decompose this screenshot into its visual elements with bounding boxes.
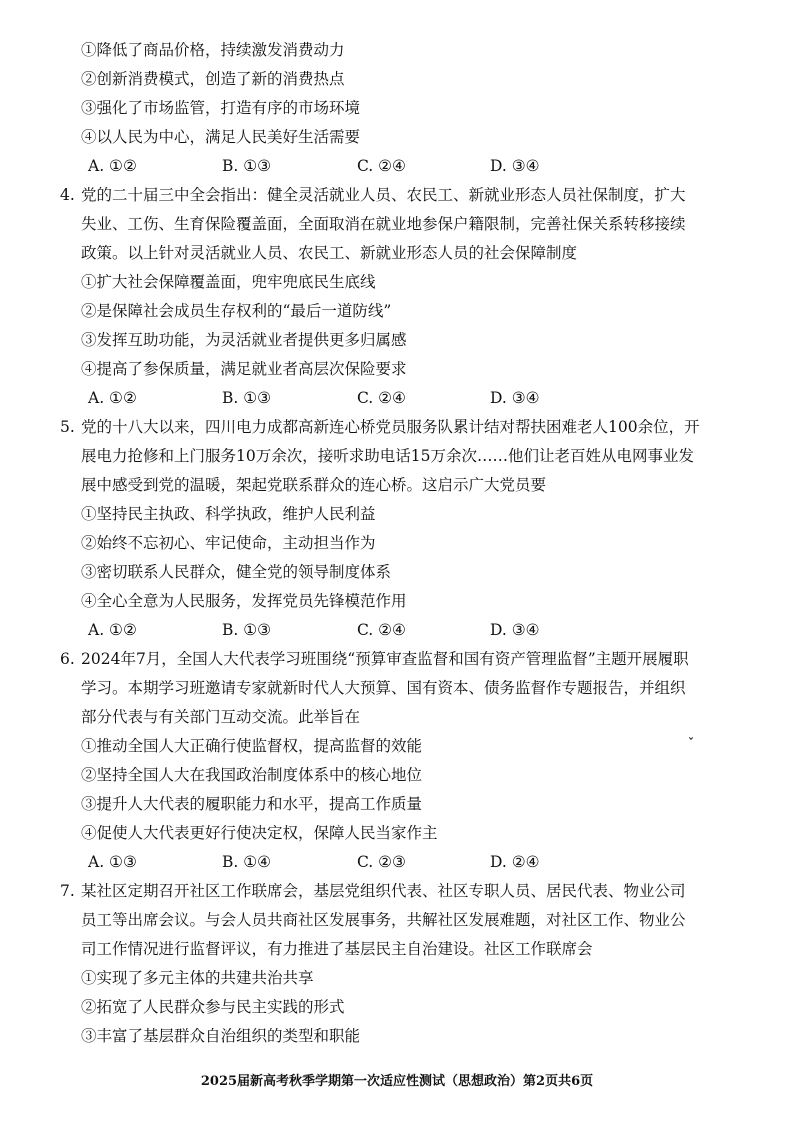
statement: ②是保障社会成员生存权利的“最后一道防线” [81, 302, 392, 320]
statement: ①坚持民主执政、科学执政，维护人民利益 [81, 505, 376, 523]
question-number: 6. [60, 650, 75, 668]
stray-pen-mark: ˇ [688, 736, 694, 750]
option-a: A. ①② [88, 621, 137, 639]
question-stem-line: 员工等出席会议。与会人员共商社区发展事务，共解社区发展难题，对社区工作、物业公 [81, 911, 686, 929]
option-b: B. ①③ [222, 389, 272, 407]
option-c: C. ②④ [357, 621, 406, 639]
statement: ①实现了多元主体的共建共治共享 [81, 969, 314, 987]
statement: ③发挥互助功能，为灵活就业者提供更多归属感 [81, 331, 407, 349]
question-stem-line: 展中感受到党的温暖，架起党联系群众的连心桥。这启示广大党员要 [81, 476, 547, 494]
question-stem-line: 党的二十届三中全会指出：健全灵活就业人员、农民工、新就业形态人员社保制度，扩大 [81, 186, 686, 204]
option-b: B. ①④ [222, 853, 272, 871]
statement: ④促使人大代表更好行使决定权，保障人民当家作主 [81, 824, 438, 842]
question-stem-line: 司工作情况进行监督评议，有力推进了基层民主自治建设。社区工作联席会 [81, 940, 593, 958]
option-b: B. ①③ [222, 621, 272, 639]
question-stem-line: 政策。以上针对灵活就业人员、农民工、新就业形态人员的社会保障制度 [81, 244, 578, 262]
option-d: D. ③④ [490, 621, 540, 639]
question-stem-line: 失业、工伤、生育保险覆盖面，全面取消在就业地参保户籍限制，完善社保关系转移接续 [81, 215, 686, 233]
page-footer: 2025届新高考秋季学期第一次适应性测试（思想政治）第2页共6页 [200, 1074, 594, 1089]
statement: ②拓宽了人民群众参与民主实践的形式 [81, 998, 345, 1016]
question-number: 4. [60, 186, 75, 204]
option-d: D. ③④ [490, 157, 540, 175]
option-a: A. ①③ [88, 853, 137, 871]
statement: ①降低了商品价格，持续激发消费动力 [81, 41, 345, 59]
statement: ④以人民为中心，满足人民美好生活需要 [81, 128, 361, 146]
question-stem-line: 展电力抢修和上门服务10万余次，接听求助电话15万余次……他们让老百姓从电网事业发 [81, 447, 694, 465]
question-number: 7. [60, 882, 75, 900]
question-stem-line: 部分代表与有关部门互动交流。此举旨在 [81, 708, 361, 726]
question-stem-line: 党的十八大以来，四川电力成都高新连心桥党员服务队累计结对帮扶困难老人100余位，开 [81, 418, 700, 436]
statement: ③强化了市场监管，打造有序的市场环境 [81, 99, 361, 117]
statement: ③密切联系人民群众，健全党的领导制度体系 [81, 563, 392, 581]
statement: ③丰富了基层群众自治组织的类型和职能 [81, 1027, 361, 1045]
question-number: 5. [60, 418, 75, 436]
statement: ①推动全国人大正确行使监督权，提高监督的效能 [81, 737, 423, 755]
statement: ②坚持全国人大在我国政治制度体系中的核心地位 [81, 766, 423, 784]
statement: ③提升人大代表的履职能力和水平，提高工作质量 [81, 795, 423, 813]
statement: ②始终不忘初心、牢记使命，主动担当作为 [81, 534, 376, 552]
option-b: B. ①③ [222, 157, 272, 175]
question-stem-line: 某社区定期召开社区工作联席会，基层党组织代表、社区专职人员、居民代表、物业公司 [81, 882, 686, 900]
option-c: C. ②④ [357, 157, 406, 175]
option-a: A. ①② [88, 389, 137, 407]
question-stem-line: 学习。本期学习班邀请专家就新时代人大预算、国有资本、债务监督作专题报告，并组织 [81, 679, 686, 697]
option-c: C. ②③ [357, 853, 406, 871]
question-stem-line: 2024年7月，全国人大代表学习班围绕“预算审查监督和国有资产管理监督”主题开展履职 [81, 650, 689, 668]
option-c: C. ②④ [357, 389, 406, 407]
statement: ④全心全意为人民服务，发挥党员先锋模范作用 [81, 592, 407, 610]
statement: ②创新消费模式，创造了新的消费热点 [81, 70, 345, 88]
option-d: D. ②④ [490, 853, 540, 871]
option-d: D. ③④ [490, 389, 540, 407]
statement: ①扩大社会保障覆盖面，兜牢兜底民生底线 [81, 273, 376, 291]
statement: ④提高了参保质量，满足就业者高层次保险要求 [81, 360, 407, 378]
option-a: A. ①② [88, 157, 137, 175]
